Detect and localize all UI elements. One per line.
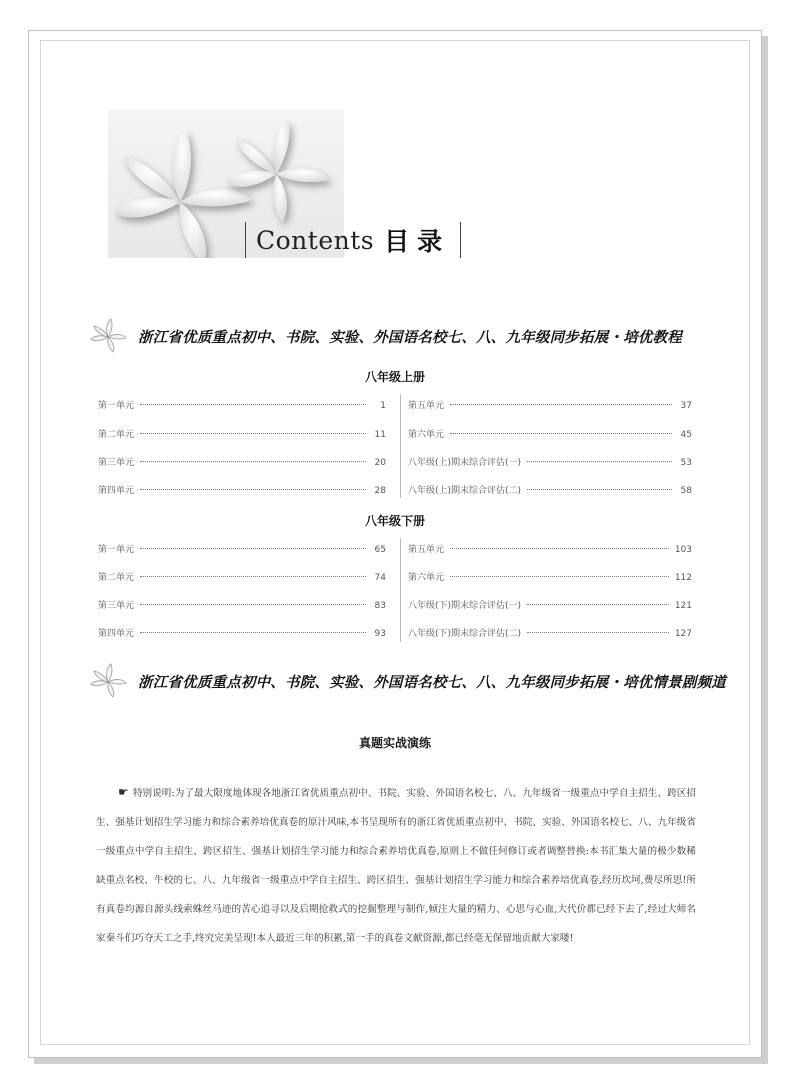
leader-dots (450, 433, 672, 434)
toc-label: 第六单元 (408, 430, 445, 440)
toc-entry[interactable] (408, 398, 692, 411)
toc-entry[interactable] (98, 570, 386, 583)
section-title: 浙江省优质重点初中、书院、实验、外国语名校七、八、九年级同步拓展・培优情景剧频道 (138, 674, 726, 691)
column-divider (400, 538, 401, 642)
toc-page: 127 (674, 629, 692, 639)
volume-upper-heading: 八年级上册 (364, 370, 425, 384)
leader-dots (140, 604, 366, 605)
toc-label: 八年级(下)期末综合评估(一) (408, 601, 522, 611)
toc-label: 第六单元 (408, 573, 445, 583)
toc-page: 58 (680, 486, 692, 496)
section-heading-2 (88, 663, 726, 699)
toc-label: 第二单元 (98, 573, 135, 583)
small-flower-icon (88, 318, 128, 354)
toc-entry[interactable] (408, 455, 692, 468)
leader-dots (527, 604, 669, 605)
note-text: 特别说明:为了最大限度地体现各地浙江省优质重点初中、书院、实验、外国语名校七、八、九年级省一级重点中学自主招生、跨区招生、强基计划招生学习能力和综合素养培优真卷的原汁风味,本书呈现所有的浙江省优质重点初中、书院、实验、外国语名校七、八、九年级省一级重点中学自主招生、跨区招生、强基计划招生学习能力和综合素养培优真卷,原则上不做任何修订或者调整替换:本书汇集大量的极少数稀缺重点名校、牛校的七、八、九年级省一级重点中学自主招生、跨区招生、强基计划招生学习能力和综合素养培优真卷,经历坎坷,费尽所思!所有真卷均源自源头线索蛛丝马迹的苦心追寻以及后期抢救式的挖掘整理与制作,倾注大量的精力、心思与心血,大代价都已经下去了,经过大师名家秦斗们巧夺天工之手,终究完美呈现!本人最近三年的积累,第一手的真卷文献资源,都已经毫无保留地贡献大家喽! (96, 788, 696, 944)
toc-label: 第三单元 (98, 458, 135, 468)
toc-entry[interactable] (408, 483, 692, 496)
toc-entry[interactable] (98, 455, 386, 468)
toc-label: 第三单元 (98, 601, 135, 611)
leader-dots (450, 548, 669, 549)
toc-page: 37 (680, 401, 692, 411)
leader-dots (140, 489, 366, 490)
leader-dots (527, 489, 672, 490)
title-bar-left (245, 222, 246, 258)
leader-dots (140, 404, 366, 405)
leader-dots (140, 548, 366, 549)
toc-page: 112 (674, 573, 692, 583)
leader-dots (140, 576, 366, 577)
toc-label: 第二单元 (98, 430, 135, 440)
toc-page: 121 (674, 601, 692, 611)
toc-page: 20 (374, 458, 386, 468)
title-bar-right (460, 222, 461, 258)
toc-page: 1 (380, 401, 386, 411)
leader-dots (450, 404, 672, 405)
toc-label: 第四单元 (98, 629, 135, 639)
toc-entry[interactable] (408, 626, 692, 639)
toc-label: 八年级(下)期末综合评估(二) (408, 629, 522, 639)
toc-page: 65 (374, 545, 386, 555)
toc-entry[interactable] (408, 427, 692, 440)
title-en: Contents (256, 225, 375, 255)
toc-entry[interactable] (98, 483, 386, 496)
toc-label: 第四单元 (98, 486, 135, 496)
toc-page: 53 (680, 458, 692, 468)
toc-page: 74 (374, 573, 386, 583)
toc-page: 28 (374, 486, 386, 496)
leader-dots (527, 632, 669, 633)
column-divider (400, 394, 401, 498)
title-cn: 目录 (384, 227, 451, 256)
toc-entry[interactable] (408, 598, 692, 611)
toc-label: 第五单元 (408, 401, 445, 411)
toc-label: 第一单元 (98, 401, 135, 411)
toc-entry[interactable] (98, 398, 386, 411)
section-title: 浙江省优质重点初中、书院、实验、外国语名校七、八、九年级同步拓展・培优教程 (138, 329, 682, 346)
leader-dots (140, 632, 366, 633)
section-heading-1 (88, 318, 682, 354)
toc-entry[interactable] (408, 542, 692, 555)
toc-label: 第一单元 (98, 545, 135, 555)
toc-page: 103 (674, 545, 692, 555)
leader-dots (450, 576, 669, 577)
special-note (96, 778, 696, 953)
toc-entry[interactable] (98, 598, 386, 611)
toc-page: 45 (680, 430, 692, 440)
toc-entry[interactable] (408, 570, 692, 583)
leader-dots (527, 461, 672, 462)
toc-entry[interactable] (98, 542, 386, 555)
practice-heading: 真题实战演练 (358, 736, 431, 750)
toc-page: 93 (374, 629, 386, 639)
toc-entry[interactable] (98, 626, 386, 639)
leader-dots (140, 433, 366, 434)
leader-dots (140, 461, 366, 462)
small-flower-icon (88, 663, 128, 699)
toc-page: 83 (374, 601, 386, 611)
toc-label: 第五单元 (408, 545, 445, 555)
volume-lower-heading: 八年级下册 (364, 514, 425, 528)
toc-label: 八年级(上)期末综合评估(一) (408, 458, 522, 468)
toc-page: 11 (374, 430, 386, 440)
toc-entry[interactable] (98, 427, 386, 440)
toc-label: 八年级(上)期末综合评估(二) (408, 486, 522, 496)
pointing-hand-icon: ☛ (118, 785, 129, 799)
contents-title (245, 222, 461, 258)
